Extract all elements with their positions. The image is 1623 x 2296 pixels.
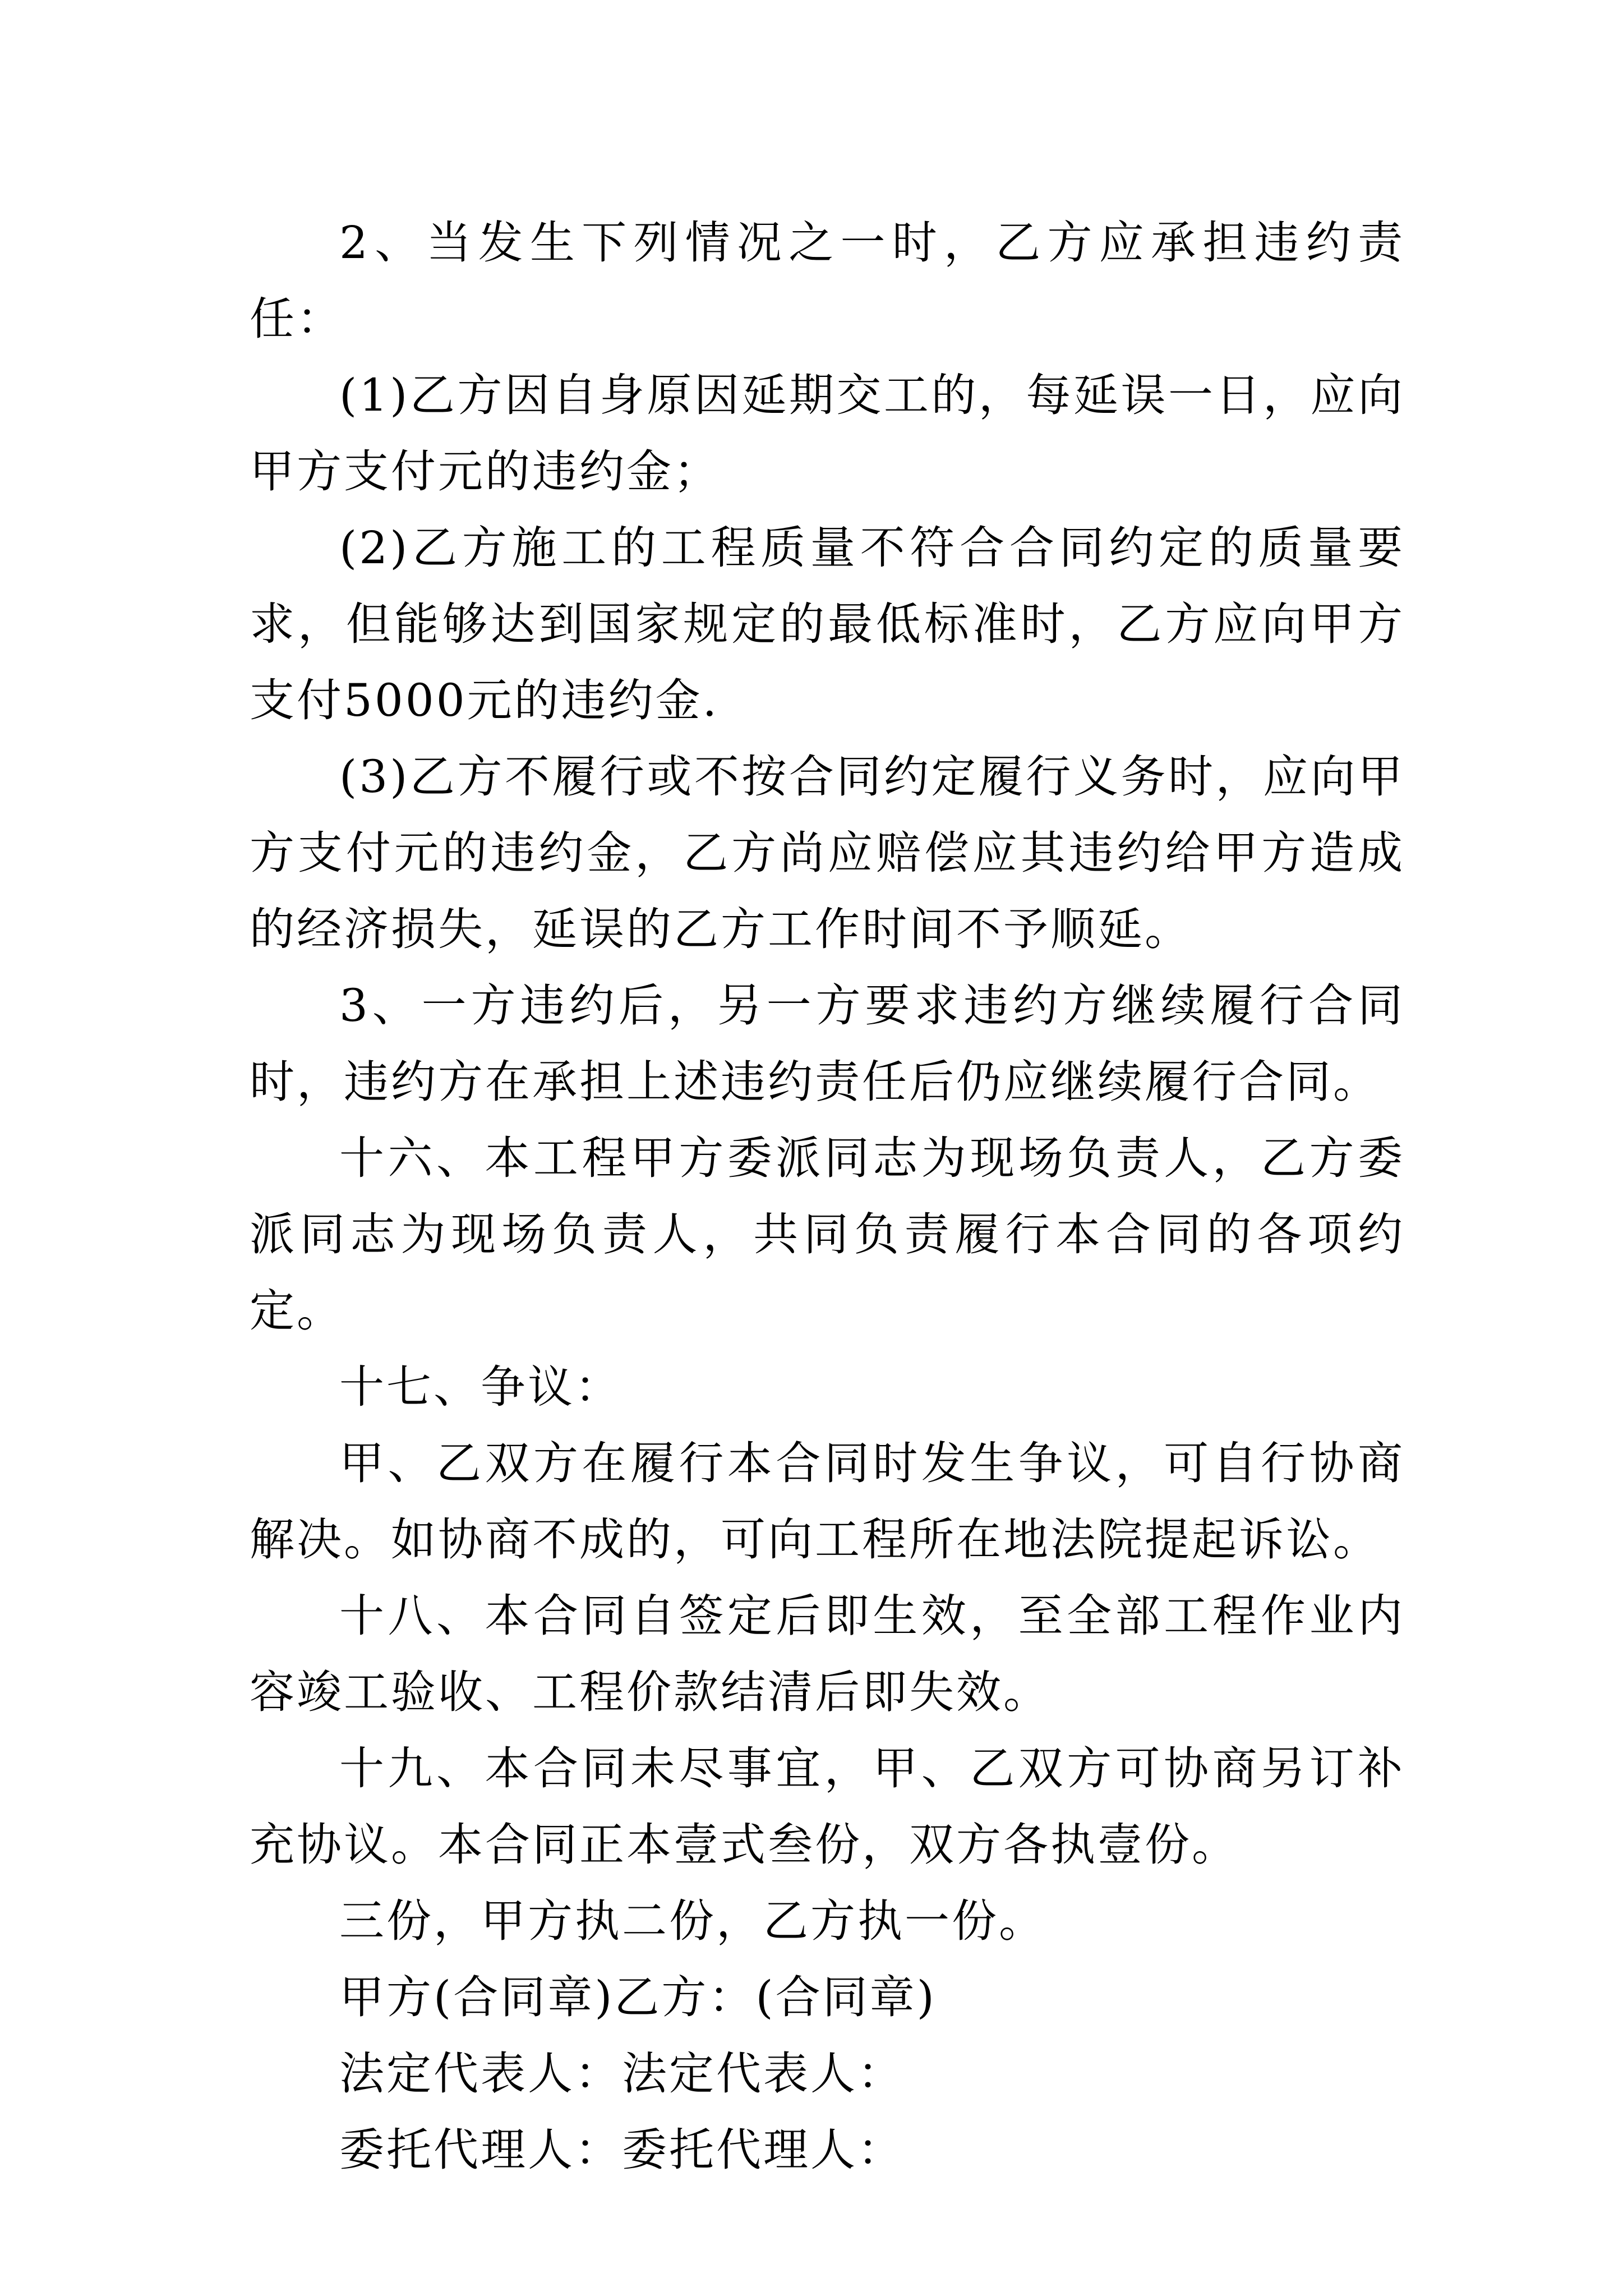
signature-agent-line: 委托代理人：委托代理人： (339, 2124, 905, 2176)
contract-body (250, 205, 1405, 2188)
clause-continue-performance: 3、一方违约后，另一方要求违约方继续履行合同时，违约方在承担上述违约责任后仍应继续履行合同。 (250, 979, 1405, 1108)
clause-effective-term: 十八、本合同自签定后即生效，至全部工程作业内容竣工验收、工程价款结清后即失效。 (250, 1590, 1405, 1718)
clause-supplementary: 十九、本合同未尽事宜，甲、乙双方可协商另订补充协议。本合同正本壹式叁份，双方各执壹份。 (250, 1742, 1405, 1871)
clause-dispute-resolution: 甲、乙双方在履行本合同时发生争议，可自行协商解决。如协商不成的，可向工程所在地法院提起诉讼。 (250, 1437, 1405, 1566)
clause-copies: 三份，甲方执二份，乙方执一份。 (339, 1895, 1046, 1947)
signature-seal-line: 甲方(合同章)乙方：(合同章) (339, 1971, 937, 2023)
clause-delay-penalty: (1)乙方因自身原因延期交工的，每延误一日，应向甲方支付元的违约金； (250, 369, 1405, 498)
clause-nonperformance-penalty: (3)乙方不履行或不按合同约定履行义务时，应向甲方支付元的违约金，乙方尚应赔偿应其违约给甲方造成的经济损失，延误的乙方工作时间不予顺延。 (250, 751, 1405, 955)
clause-dispute-heading: 十七、争议： (339, 1361, 622, 1413)
clause-quality-penalty: (2)乙方施工的工程质量不符合合同约定的质量要求，但能够达到国家规定的最低标准时，乙方应向甲方支付5000元的违约金. (250, 522, 1405, 726)
clause-breach-conditions: 2、当发生下列情况之一时，乙方应承担违约责任： (250, 217, 1405, 345)
signature-legal-rep-line: 法定代表人：法定代表人： (339, 2047, 905, 2100)
clause-site-representatives: 十六、本工程甲方委派同志为现场负责人，乙方委派同志为现场负责人，共同负责履行本合同的各项约定。 (250, 1132, 1405, 1337)
